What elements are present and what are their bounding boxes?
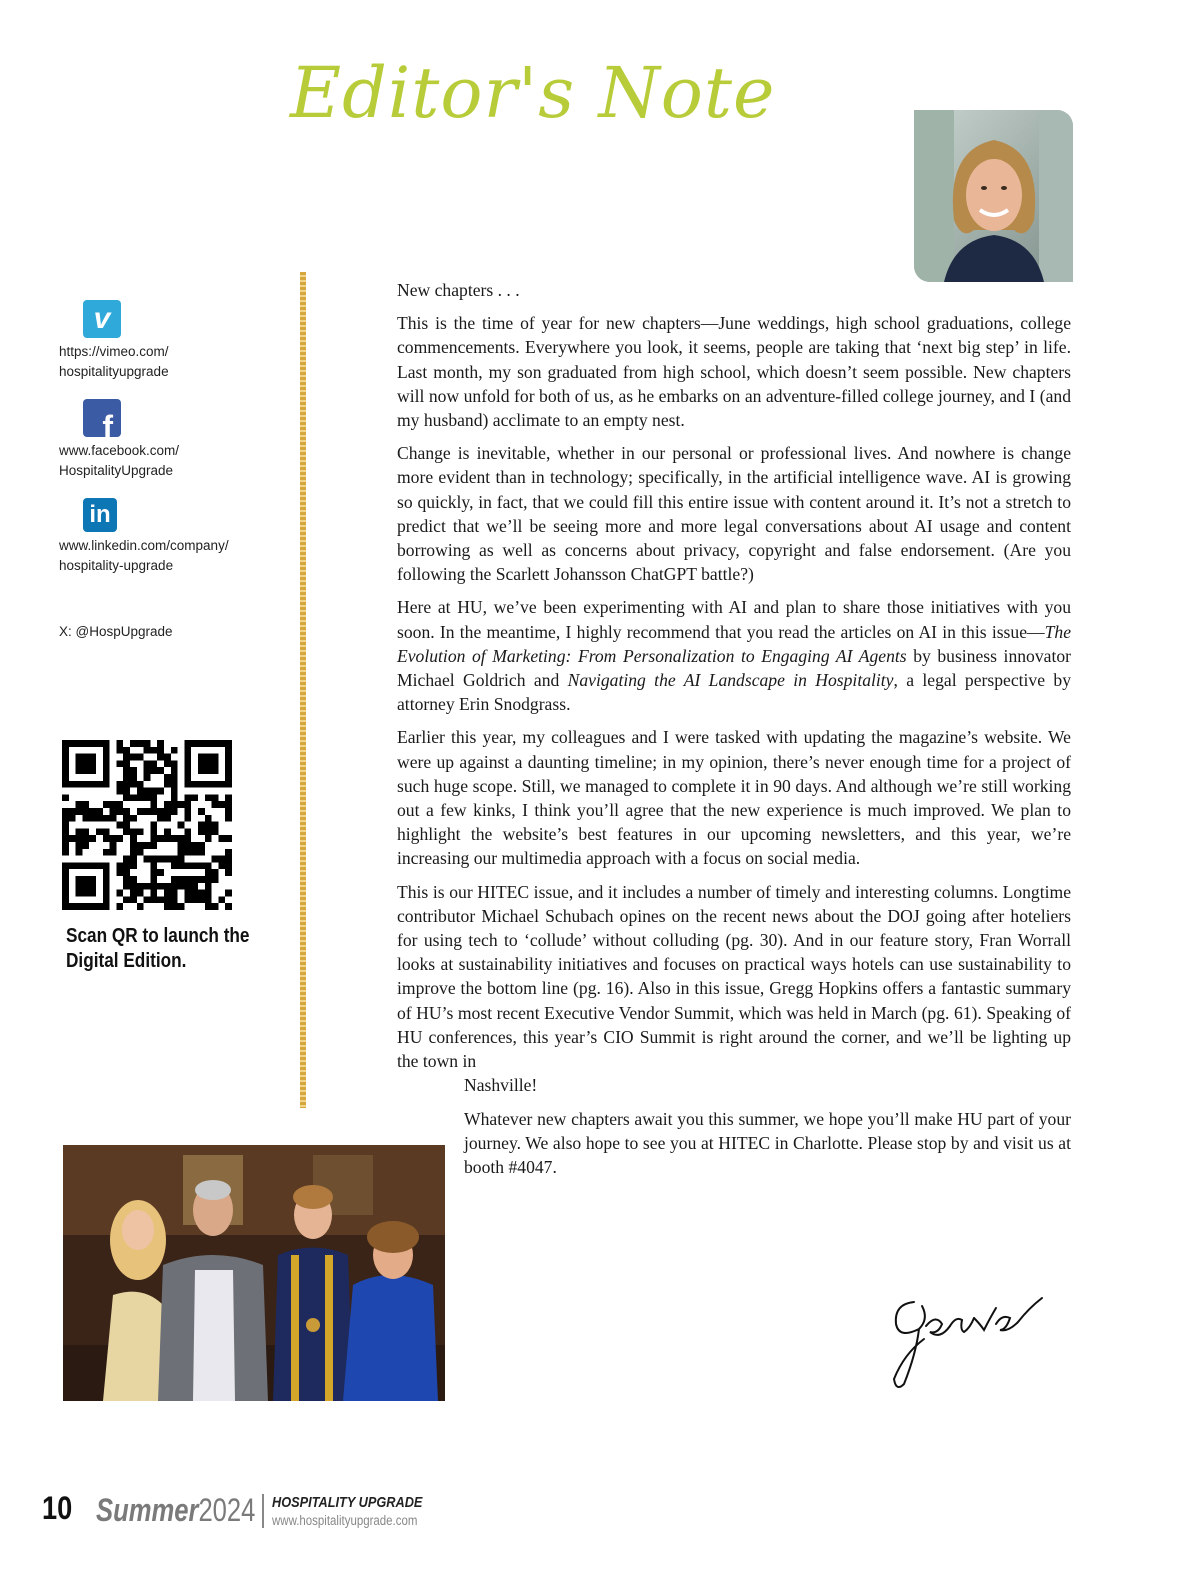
facebook-url-line1[interactable]: www.facebook.com/: [59, 443, 180, 458]
qr-caption: [66, 924, 255, 974]
paragraph-6-end: Nashville!: [464, 1075, 538, 1096]
facebook-icon[interactable]: f: [83, 399, 121, 437]
vimeo-icon[interactable]: v: [83, 300, 121, 338]
paragraph-2: This is the time of year for new chapters—June weddings, high school graduations, college commencements. Everywhere you look, it seems, people are taking that ‘next big step’ in life. Last month, my son graduated from high school, which doesn’t seem possible. New chapters will now unfold for both of us, as he embarks on an adventure-filled college journey, and I (and my husband) acclimate to an empty nest.: [397, 313, 1071, 431]
paragraph-4-middle: by business innovator Michael Goldrich and: [397, 645, 1071, 691]
x-handle[interactable]: X: @HospUpgrade: [59, 624, 173, 639]
linkedin-icon[interactable]: in: [83, 498, 117, 532]
article-title-1: The Evolution of Marketing: From Personalization to Engaging AI Agents: [397, 621, 1071, 666]
paragraph-4-intro: Here at HU, we’ve been experimenting with AI and plan to share those initiatives with you soon. In the meantime, I highly recommend that you read the articles on AI in this issue—: [397, 597, 1071, 642]
article-body: [397, 278, 1071, 1188]
social-vimeo[interactable]: [59, 300, 289, 382]
season-year: 2024: [198, 1492, 256, 1528]
paragraph-4: [397, 595, 1071, 716]
qr-caption-line2: Digital Edition.: [66, 950, 187, 972]
publication-url[interactable]: www.hospitalityupgrade.com: [272, 1513, 418, 1528]
social-linkedin[interactable]: [59, 498, 289, 576]
publication-name: HOSPITALITY UPGRADE: [272, 1494, 423, 1511]
paragraph-5: Earlier this year, my colleagues and I were tasked with updating the magazine’s website. We were up against a daunting timeline; in my opinion, there’s never enough time for a project of such huge scope. Still, we managed to complete it in 90 days. And although we’re still working out a few kinks, I think you’ll agree that the new experience is much improved. We plan to highlight the website’s best features in our upcoming newsletters, and this year, we’re increasing our multimedia approach with a focus on social media.: [397, 727, 1071, 869]
page-number: 10: [42, 1490, 73, 1526]
facebook-url-line2[interactable]: HospitalityUpgrade: [59, 463, 174, 478]
article-title-2: Navigating the AI Landscape in Hospitality: [567, 670, 894, 691]
paragraph-4-end: , a legal perspective by attorney Erin Snodgrass.: [397, 670, 1071, 715]
qr-code[interactable]: [62, 740, 232, 910]
season-word: Summer: [96, 1492, 199, 1528]
paragraph-6: This is our HITEC issue, and it includes a number of timely and interesting columns. Longtime contributor Michael Schubach opines on the recent news about the DOJ going after hoteliers for using tech to ‘collude’ without colluding (pg. 30). And in our feature story, Fran Worrall looks at sustainability initiatives and focuses on practical ways hotels can use sustainability to improve the bottom line (pg. 16). Also in this issue, Gregg Hopkins offers a fantastic summary of HU’s most recent Executive Vendor Summit, which was held in March (pg. 61). Speaking of HU conferences, this year’s CIO Summit is right around the corner, and we’ll be lighting up the town in: [397, 881, 1071, 1072]
linkedin-url-line1[interactable]: www.linkedin.com/company/: [59, 538, 229, 553]
issue-season: [96, 1492, 255, 1529]
social-facebook[interactable]: [59, 399, 289, 481]
editor-portrait: [914, 110, 1073, 282]
paragraph-1: New chapters . . .: [397, 280, 520, 300]
vimeo-url-line1[interactable]: https://vimeo.com/: [59, 344, 169, 359]
footer-divider: [262, 1494, 264, 1528]
paragraph-3: Change is inevitable, whether in our personal or professional lives. And nowhere is change more evident than in technology; specifically, in the artificial intelligence wave. AI is growing so quickly, in fact, that we could fill this entire issue with content around it. It’s not a stretch to predict that we’ll be seeing more and more legal conversations about AI usage and content borrowing as well as concerns about privacy, copyright and false endorsement. (Are you following the Scarlett Johansson ChatGPT battle?): [397, 443, 1071, 585]
paragraph-7: Whatever new chapters await you this summer, we hope you’ll make HU part of your journey. We also hope to see you at HITEC in Charlotte. Please stop by and visit us at booth #4047.: [464, 1108, 1071, 1177]
linkedin-url-line2[interactable]: hospitality-upgrade: [59, 558, 174, 573]
vimeo-url-line2[interactable]: hospitalityupgrade: [59, 364, 169, 379]
editor-signature: [884, 1284, 1054, 1394]
qr-caption-line1: Scan QR to launch the: [66, 925, 250, 947]
column-divider: [300, 272, 306, 1108]
family-photo: [63, 1145, 445, 1401]
page-title: Editor's Note: [290, 52, 776, 134]
